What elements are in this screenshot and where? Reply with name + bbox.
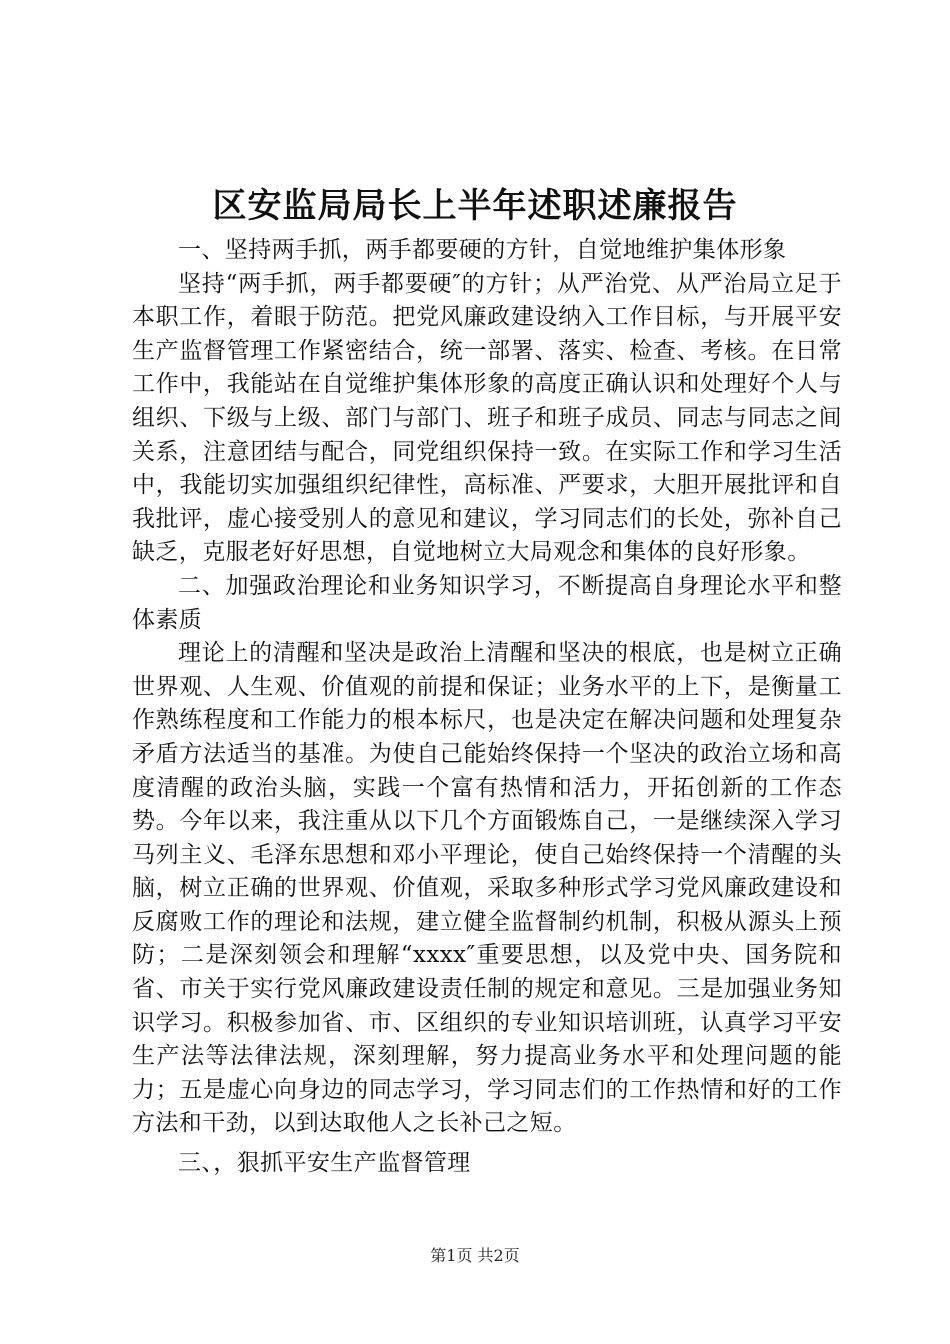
document-title: 区安监局局长上半年述职述廉报告 — [212, 186, 738, 226]
document-body — [132, 234, 842, 1181]
body-paragraph-1: 坚持“两手抓，两手都要硬″的方针；从严治党、从严治局立足于本职工作，着眼于防范。把党风廉政建设纳入工作目标，与开展平安生产监督管理工作紧密结合，统一部署、落实、检查、考核。在日常工作中，我能站在自觉维护集体形象的高度正确认识和处理好个人与组织、下级与上级、部门与部门、班子和班子成员、同志与同志之间关系，注意团结与配合，同党组织保持一致。在实际工作和学习生活中，我能切实加强组织纪律性，高标准、严要求，大胆开展批评和自我批评，虚心接受别人的意见和建议，学习同志们的长处，弥补自己缺乏，克服老好好思想，自觉地树立大局观念和集体的良好形象。 — [132, 270, 842, 566]
page-footer: 第1页 共2页 — [430, 1246, 520, 1265]
section-heading-3: 三、，狠抓平安生产监督管理 — [178, 1150, 471, 1177]
body-paragraph-2: 理论上的清醒和坚决是政治上清醒和坚决的根底，也是树立正确世界观、人生观、价值观的前提和保证；业务水平的上下，是衡量工作熟练程度和工作能力的根本标尺，也是决定在解决问题和处理复杂矛盾方法适当的基准。为使自己能始终保持一个坚决的政治立场和高度清醒的政治头脑，实践一个富有热情和活力，开拓创新的工作态势。今年以来，我注重从以下几个方面锻炼自己，一是继续深入学习马列主义、毛泽东思想和邓小平理论，使自己始终保持一个清醒的头脑，树立正确的世界观、价值观，采取多种形式学习党风廉政建设和反腐败工作的理论和法规，建立健全监督制约机制，积极从源头上预防；二是深刻领会和理解“xxxx″重要思想，以及党中央、国务院和省、市关于实行党风廉政建设责任制的规定和意见。三是加强业务知识学习。积极参加省、市、区组织的专业知识培训班，认真学习平安生产法等法律法规，深刻理解，努力提高业务水平和处理问题的能力；五是虚心向身边的同志学习，学习同志们的工作热情和好的工作方法和干劲，以到达取他人之长补己之短。 — [132, 640, 842, 1137]
section-heading-2: 二、加强政治理论和业务知识学习，不断提高自身理论水平和整体素质 — [132, 572, 842, 633]
section-heading-1: 一、坚持两手抓，两手都要硬的方针，自觉地维护集体形象 — [178, 237, 787, 263]
